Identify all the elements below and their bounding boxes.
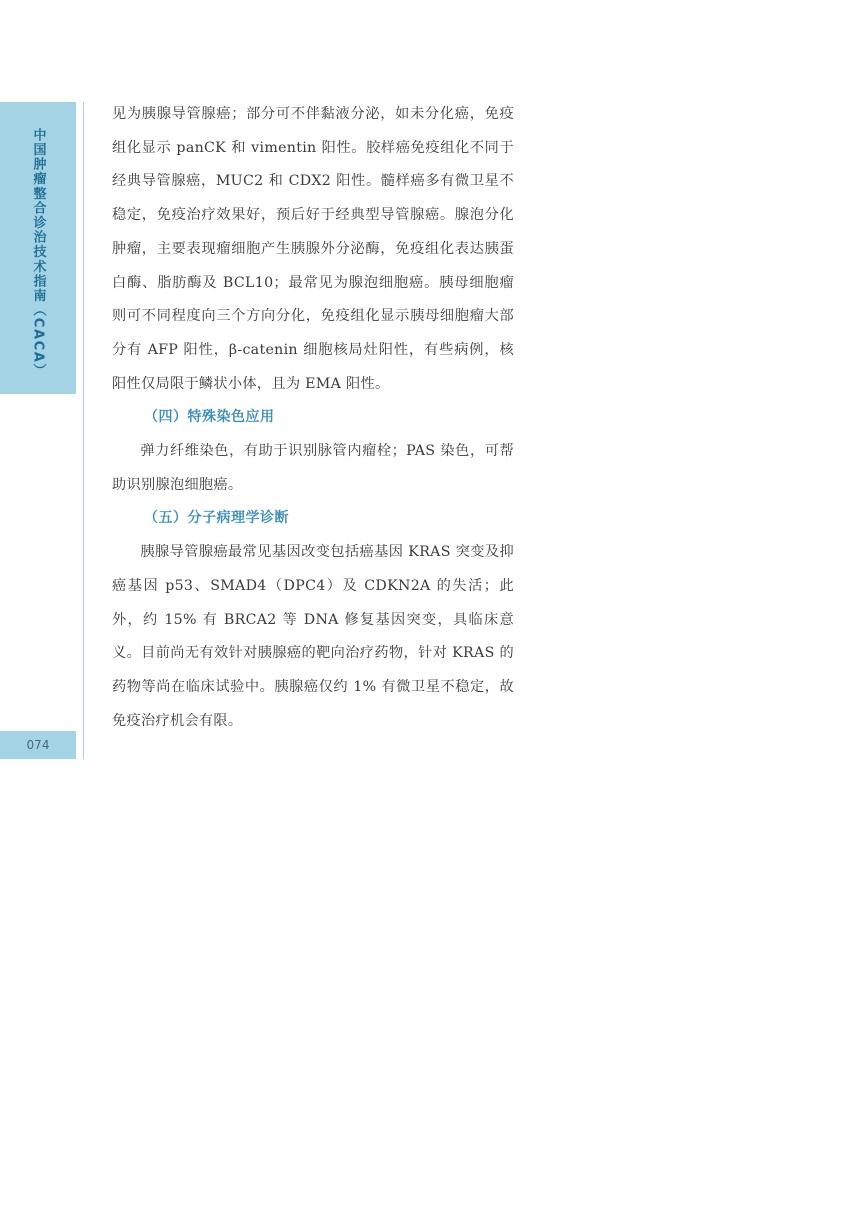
section-heading-special-staining: （四）特殊染色应用 [144, 409, 275, 426]
section-heading-molecular-pathology: （五）分子病理学诊断 [144, 510, 289, 527]
main-content [112, 98, 514, 738]
paragraph-continued: 见为胰腺导管腺癌；部分可不伴黏液分泌，如未分化癌，免疫组化显示 panCK 和 vimentin 阳性。胶样癌免疫组化不同于经典导管腺癌，MUC2 和 CDX2 阳性。髓样癌多有微卫星不稳定，免疫治疗效果好，预后好于经典型导管腺癌。腺泡分化肿瘤，主要表现瘤细胞产生胰腺外分泌酶，免疫组化表达胰蛋白酶、脂肪酶及 BCL10；最常见为腺泡细胞癌。胰母细胞瘤则可不同程度向三个方向分化，免疫组化显示胰母细胞瘤大部分有 AFP 阳性，β-catenin 细胞核局灶阳性，有些病例，核阳性仅局限于鳞状小体，且为 EMA 阳性。 [112, 106, 514, 392]
book-title-text: 中国肿瘤整合诊治技术指南（CACA） [30, 128, 46, 379]
book-title-vertical [0, 128, 76, 378]
paragraph-special-staining: 弹力纤维染色，有助于识别脉管内瘤栓；PAS 染色，可帮助识别腺泡细胞癌。 [112, 443, 514, 493]
page-number: 074 [26, 738, 50, 752]
paragraph-molecular-pathology: 胰腺导管腺癌最常见基因改变包括癌基因 KRAS 突变及抑癌基因 p53、SMAD4（DPC4）及 CDKN2A 的失活；此外，约 15% 有 BRCA2 等 DNA 修复基因突变，具临床意义。目前尚无有效针对胰腺癌的靶向治疗药物，针对 KRAS 的药物等尚在临床试验中。胰腺癌仅约 1% 有微卫星不稳定，故免疫治疗机会有限。 [112, 544, 514, 729]
page-number-box [0, 731, 76, 759]
margin-rule [83, 102, 84, 759]
